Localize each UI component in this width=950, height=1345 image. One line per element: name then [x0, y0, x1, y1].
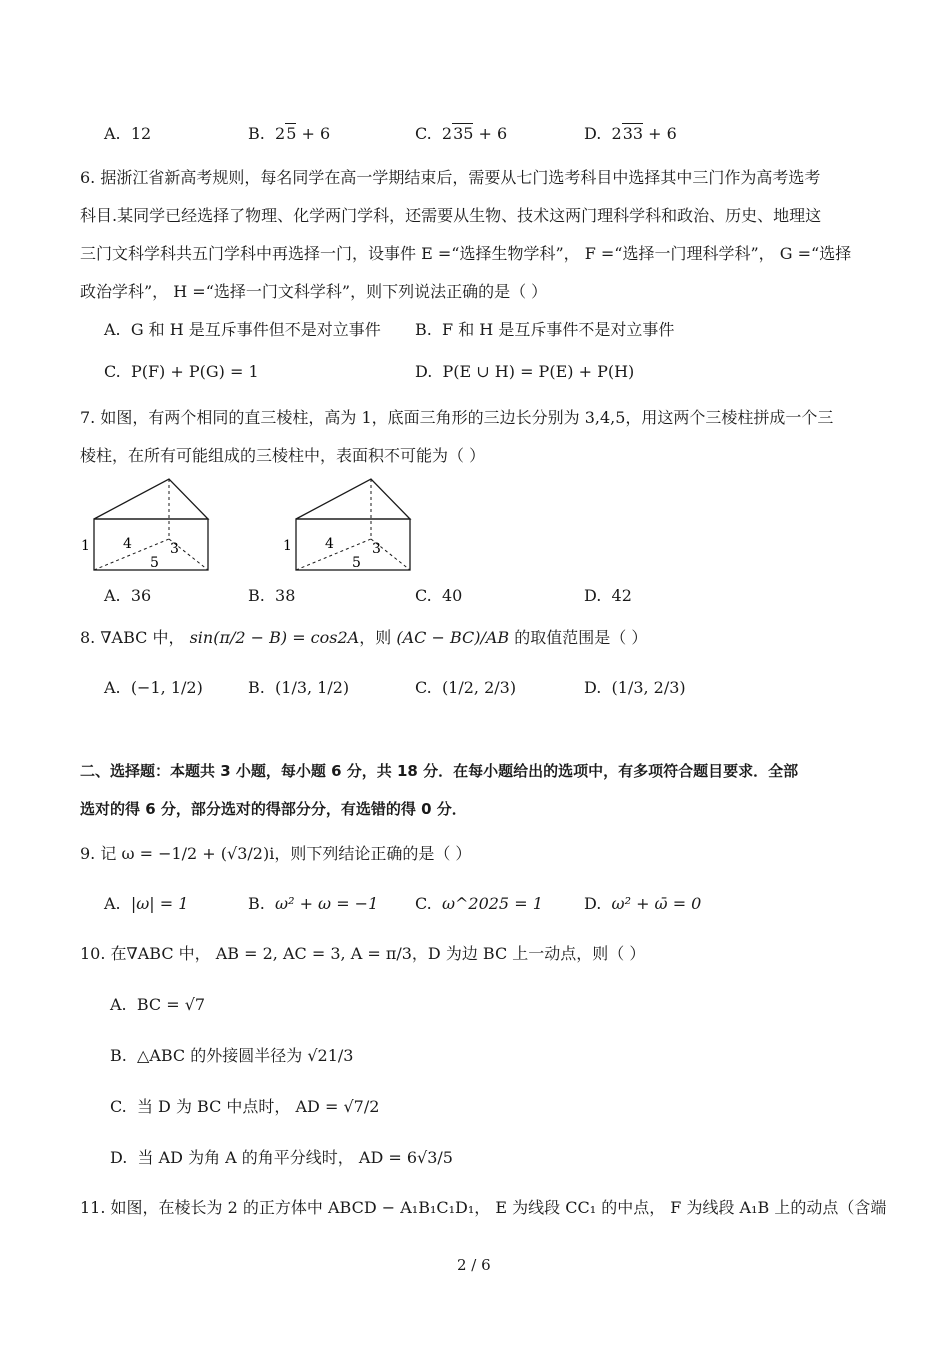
q5-option-a: A. 12: [104, 124, 152, 143]
q7-option-b: B. 38: [248, 586, 296, 605]
q9-option-b: B. ω² + ω = −1: [248, 894, 379, 913]
q7-fig1-label-4: 4: [123, 536, 132, 552]
q10-option-c: C. 当 D 为 BC 中点时， AD = √7/2: [110, 1097, 380, 1116]
q7-line-2: 棱柱，在所有可能组成的三棱柱中，表面积不可能为（ ）: [80, 446, 486, 465]
q7-option-c: C. 40: [415, 586, 463, 605]
q5-option-b: B. 25 + 6: [248, 124, 331, 143]
q8-stem: 8. ∇ABC 中， sin(π/2 − B) = cos2A，则 (AC − BC)/AB 的取值范围是（ ）: [80, 628, 648, 647]
q8-option-d: D. (1/3, 2/3): [584, 678, 686, 697]
q7-line-1: 7. 如图，有两个相同的直三棱柱，高为 1，底面三角形的三边长分别为 3,4,5，用这两个三棱柱拼成一个三: [80, 408, 834, 427]
page-number: 2 / 6: [457, 1256, 491, 1274]
q8-option-c: C. (1/2, 2/3): [415, 678, 517, 697]
q10-stem: 10. 在∇ABC 中， AB = 2, AC = 3, A = π/3，D 为边 BC 上一动点，则（ ）: [80, 944, 646, 963]
q6-line-2: 科目.某同学已经选择了物理、化学两门学科，还需要从生物、技术这两门理科学科和政治、历史、地理这: [80, 206, 822, 225]
q8-option-a: A. (−1, 1/2): [104, 678, 203, 697]
q6-option-b: B. F 和 H 是互斥事件不是对立事件: [415, 320, 675, 339]
q6-line-4: 政治学科”， H =“选择一门文科学科”，则下列说法正确的是（ ）: [80, 282, 548, 301]
q8-ratio: (AC − BC)/AB: [396, 628, 510, 647]
q9-option-a: A. |ω| = 1: [104, 894, 189, 913]
section-2-heading-line-1: 二、选择题：本题共 3 小题，每小题 6 分，共 18 分．在每小题给出的选项中，有多项符合题目要求．全部: [80, 762, 799, 780]
q6-option-a: A. G 和 H 是互斥事件但不是对立事件: [104, 320, 381, 339]
q7-option-a: A. 36: [104, 586, 152, 605]
q7-fig1-label-5: 5: [150, 555, 159, 571]
q7-fig2-label-5: 5: [352, 555, 361, 571]
q7-fig2-label-3: 3: [372, 541, 381, 557]
q7-fig1-label-3: 3: [170, 541, 179, 557]
q6-option-d: D. P(E ∪ H) = P(E) + P(H): [415, 362, 635, 381]
q7-prism-figure-1: [78, 472, 213, 574]
q7-fig1-label-height: 1: [81, 538, 90, 554]
q7-fig2-label-4: 4: [325, 536, 334, 552]
q5-option-c: C. 235 + 6: [415, 124, 508, 143]
q10-option-a: A. BC = √7: [110, 995, 206, 1014]
q7-fig2-label-height: 1: [283, 538, 292, 554]
q10-option-b: B. △ABC 的外接圆半径为 √21/3: [110, 1046, 354, 1065]
q7-prism-figure-2: [280, 472, 415, 574]
q9-option-c: C. ω^2025 = 1: [415, 894, 543, 913]
q9-stem: 9. 记 ω = −1/2 + (√3/2)i，则下列结论正确的是（ ）: [80, 844, 472, 863]
q11-stem: 11. 如图，在棱长为 2 的正方体中 ABCD − A₁B₁C₁D₁， E 为线段 CC₁ 的中点， F 为线段 A₁B 上的动点（含端: [80, 1198, 887, 1217]
section-2-heading-line-2: 选对的得 6 分，部分选对的得部分分，有选错的得 0 分．: [80, 800, 467, 818]
q8-option-b: B. (1/3, 1/2): [248, 678, 350, 697]
q6-option-c: C. P(F) + P(G) = 1: [104, 362, 259, 381]
q8-condition: sin(π/2 − B) = cos2A: [189, 628, 360, 647]
q9-option-d: D. ω² + ω̄ = 0: [584, 894, 702, 913]
q6-line-1: 6. 据浙江省新高考规则，每名同学在高一学期结束后，需要从七门选考科目中选择其中三门作为高考选考: [80, 168, 821, 187]
q10-option-d: D. 当 AD 为角 A 的角平分线时， AD = 6√3/5: [110, 1148, 453, 1167]
q5-option-d: D. 233 + 6: [584, 124, 677, 143]
q7-option-d: D. 42: [584, 586, 632, 605]
q6-line-3: 三门文科学科共五门学科中再选择一门，设事件 E =“选择生物学科”， F =“选择一门理科学科”， G =“选择: [80, 244, 852, 263]
